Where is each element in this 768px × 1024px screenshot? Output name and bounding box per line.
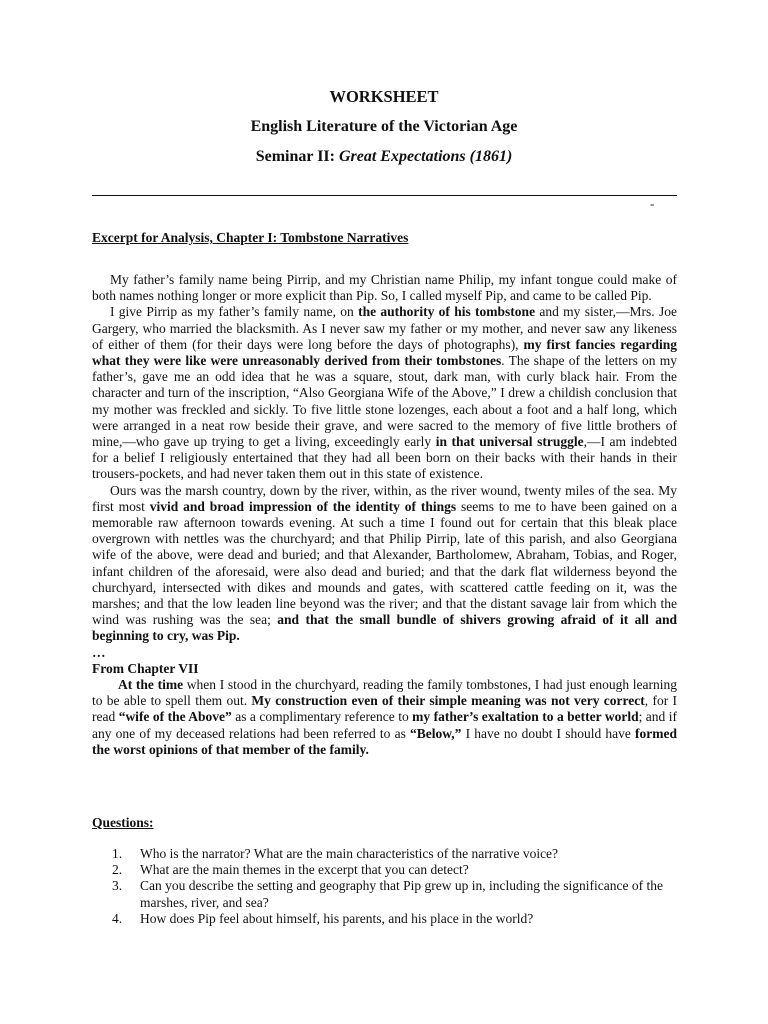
worksheet-title: WORKSHEET xyxy=(329,87,439,106)
text-run: I give Pirrip as my father’s family name, on xyxy=(110,304,359,320)
ellipsis-text: … xyxy=(92,644,106,660)
seminar-work-title: Great Expectations (1861) xyxy=(338,148,513,165)
question-item xyxy=(112,911,677,927)
course-subtitle: English Literature of the Victorian Age xyxy=(250,118,518,135)
question-text: How does Pip feel about himself, his parents, and his place in the world? xyxy=(140,910,534,926)
excerpt-paragraph-3 xyxy=(92,483,677,645)
text-run: ,—I am indebted for a belief I religiously entertained that they had all been born on their backs with their hands in their trousers-pockets, and had never taken them out in this state of existence. xyxy=(92,434,677,482)
questions-heading: Questions: xyxy=(92,815,154,830)
questions-list xyxy=(112,846,677,927)
excerpt-section-heading: Excerpt for Analysis, Chapter I: Tombstone Narratives xyxy=(92,230,409,245)
excerpt-paragraph-4 xyxy=(92,677,677,758)
excerpt-paragraph-1 xyxy=(92,272,677,304)
text-run: My father’s family name being Pirrip, and my Christian name Philip, my infant tongue could make of both names nothing longer or more explicit than Pip. So, I called myself Pip, and came to be called Pip. xyxy=(92,272,677,304)
question-number: 1. xyxy=(112,846,123,861)
text-run: ; and if any one of my deceased relations had been referred to as xyxy=(92,709,677,741)
question-number: 2. xyxy=(112,862,123,878)
text-run: . The shape of the letters on my father’s, gave me an odd idea that he was a square, stout, dark man, with curly black hair. From the character and turn of the inscription, “Also Georgiana Wife of the Above,” I drew a childish conclusion that my mother was freckled and sickly. To five little stone lozenges, each about a foot and a half long, which were arranged in a neat row beside their grave, and were sacred to the memory of five little brothers of mine,—who gave up trying to get a living, exceedingly early xyxy=(92,353,677,450)
text-run: Ours was the marsh country, down by the river, within, as the river wound, twenty miles of the sea. My first most xyxy=(92,482,677,514)
ellipsis xyxy=(92,645,677,661)
emphasized-text: my father’s exaltation to a better world xyxy=(412,709,639,725)
emphasized-text: At the time xyxy=(118,677,184,693)
horizontal-divider xyxy=(92,195,677,196)
question-item xyxy=(112,862,677,878)
emphasized-text: in that universal struggle xyxy=(435,434,584,450)
text-run: I have no doubt I should have xyxy=(461,725,636,741)
chapter-7-heading-text: From Chapter VII xyxy=(92,660,199,676)
emphasized-text: vivid and broad impression of the identity of things xyxy=(149,498,457,514)
emphasized-text: My construction even of their simple meaning was not very correct xyxy=(251,693,645,709)
excerpt-paragraph-2 xyxy=(92,304,677,482)
question-text: Who is the narrator? What are the main characteristics of the narrative voice? xyxy=(140,846,559,861)
excerpt-text xyxy=(92,272,677,758)
text-run: and my sister,—Mrs. Joe Gargery, who married the blacksmith. As I never saw my father or my mother, and never saw any likeness of either of them (for their days were long before the days of photographs), xyxy=(92,304,677,352)
divider-mark: - xyxy=(650,196,655,211)
chapter-7-heading xyxy=(92,661,677,677)
seminar-title xyxy=(0,148,768,166)
question-number: 3. xyxy=(112,878,123,894)
text-run: , for I read xyxy=(92,693,677,725)
text-run: as a complimentary reference to xyxy=(231,709,413,725)
emphasized-text: and that the small bundle of shivers growing afraid of it all and beginning to cry, was Pip. xyxy=(92,612,677,644)
text-run: when I stood in the churchyard, reading the family tombstones, I had just enough learning to be able to spell them out. xyxy=(92,677,677,709)
question-item xyxy=(112,878,677,910)
emphasized-text: “wife of the Above” xyxy=(118,709,232,725)
question-item xyxy=(112,846,677,862)
seminar-prefix: Seminar II: xyxy=(255,148,339,165)
emphasized-text: “Below,” xyxy=(410,725,462,741)
emphasized-text: my first fancies regarding what they were like were unreasonably derived from their tombstones xyxy=(92,336,677,369)
emphasized-text: the authority of his tombstone xyxy=(358,304,536,320)
question-number: 4. xyxy=(112,910,123,926)
question-text: Can you describe the setting and geography that Pip grew up in, including the significance of the marshes, river, and sea? xyxy=(140,878,663,910)
text-run: seems to me to have been gained on a memorable raw afternoon towards evening. At such a time I found out for certain that this bleak place overgrown with nettles was the churchyard; and that Philip Pirrip, late of this parish, and also Georgiana wife of the above, were dead and buried; and that Alexander, Bartholomew, Abraham, Tobias, and Roger, infant children of the aforesaid, were also dead and buried; and that the dark flat wilderness beyond the churchyard, intersected with dikes and mounds and gates, with scattered cattle feeding on it, was the marshes; and that the low leaden line beyond was the river; and that the distant savage lair from which the wind was rushing was the sea; xyxy=(92,498,677,628)
question-text: What are the main themes in the excerpt that you can detect? xyxy=(140,862,469,878)
emphasized-text: formed the worst opinions of that member of the family. xyxy=(92,725,678,757)
